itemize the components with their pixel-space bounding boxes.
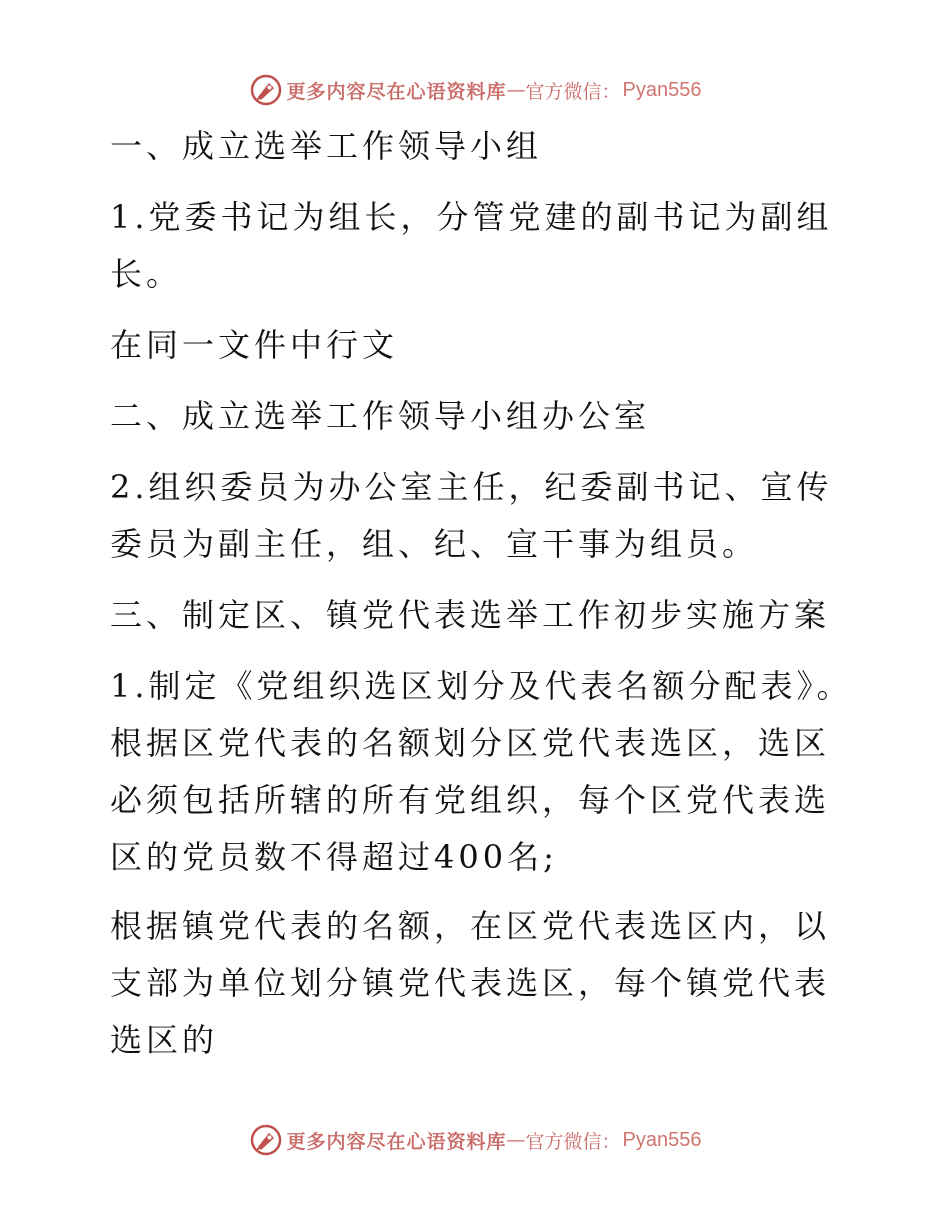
paragraph-note: 在同一文件中行文 bbox=[110, 326, 399, 364]
pen-nib-logo-icon bbox=[249, 73, 283, 107]
paragraph-item-1: 1.党委书记为组长，分管党建的副书记为副组长。 bbox=[110, 198, 833, 293]
watermark-brand: 更多内容尽在心语资料库 bbox=[286, 80, 507, 103]
pen-nib-logo-icon bbox=[249, 1123, 283, 1157]
watermark-header bbox=[0, 72, 950, 108]
paragraph-item-3: 1.制定《党组织选区划分及代表名额分配表》。根据区党代表的名额划分区党代表选区，选区必须包括所辖的所有党组织，每个区党代表选区的党员数不得超过400名; bbox=[110, 667, 853, 876]
watermark-label: 官方微信： bbox=[525, 1130, 621, 1153]
section-heading-1: 一、成立选举工作领导小组 bbox=[110, 127, 543, 165]
watermark-brand: 更多内容尽在心语资料库 bbox=[286, 1130, 507, 1153]
section-heading-2: 二、成立选举工作领导小组办公室 bbox=[110, 397, 651, 435]
document-body bbox=[98, 118, 858, 1083]
watermark-wechat-id: Pyan556 bbox=[622, 78, 702, 101]
watermark-separator: — bbox=[506, 1129, 526, 1151]
section-heading-3: 三、制定区、镇党代表选举工作初步实施方案 bbox=[110, 596, 831, 634]
paragraph-continued: 根据镇党代表的名额，在区党代表选区内，以支部为单位划分镇党代表选区，每个镇党代表选区的 bbox=[110, 907, 831, 1059]
watermark-footer bbox=[0, 1122, 950, 1158]
watermark-wechat-id: Pyan556 bbox=[622, 1128, 702, 1151]
paragraph-item-2: 2.组织委员为办公室主任，纪委副书记、宣传委员为副主任，组、纪、宣干事为组员。 bbox=[110, 468, 833, 563]
watermark-label: 官方微信： bbox=[525, 80, 621, 103]
watermark-separator: — bbox=[506, 79, 526, 101]
